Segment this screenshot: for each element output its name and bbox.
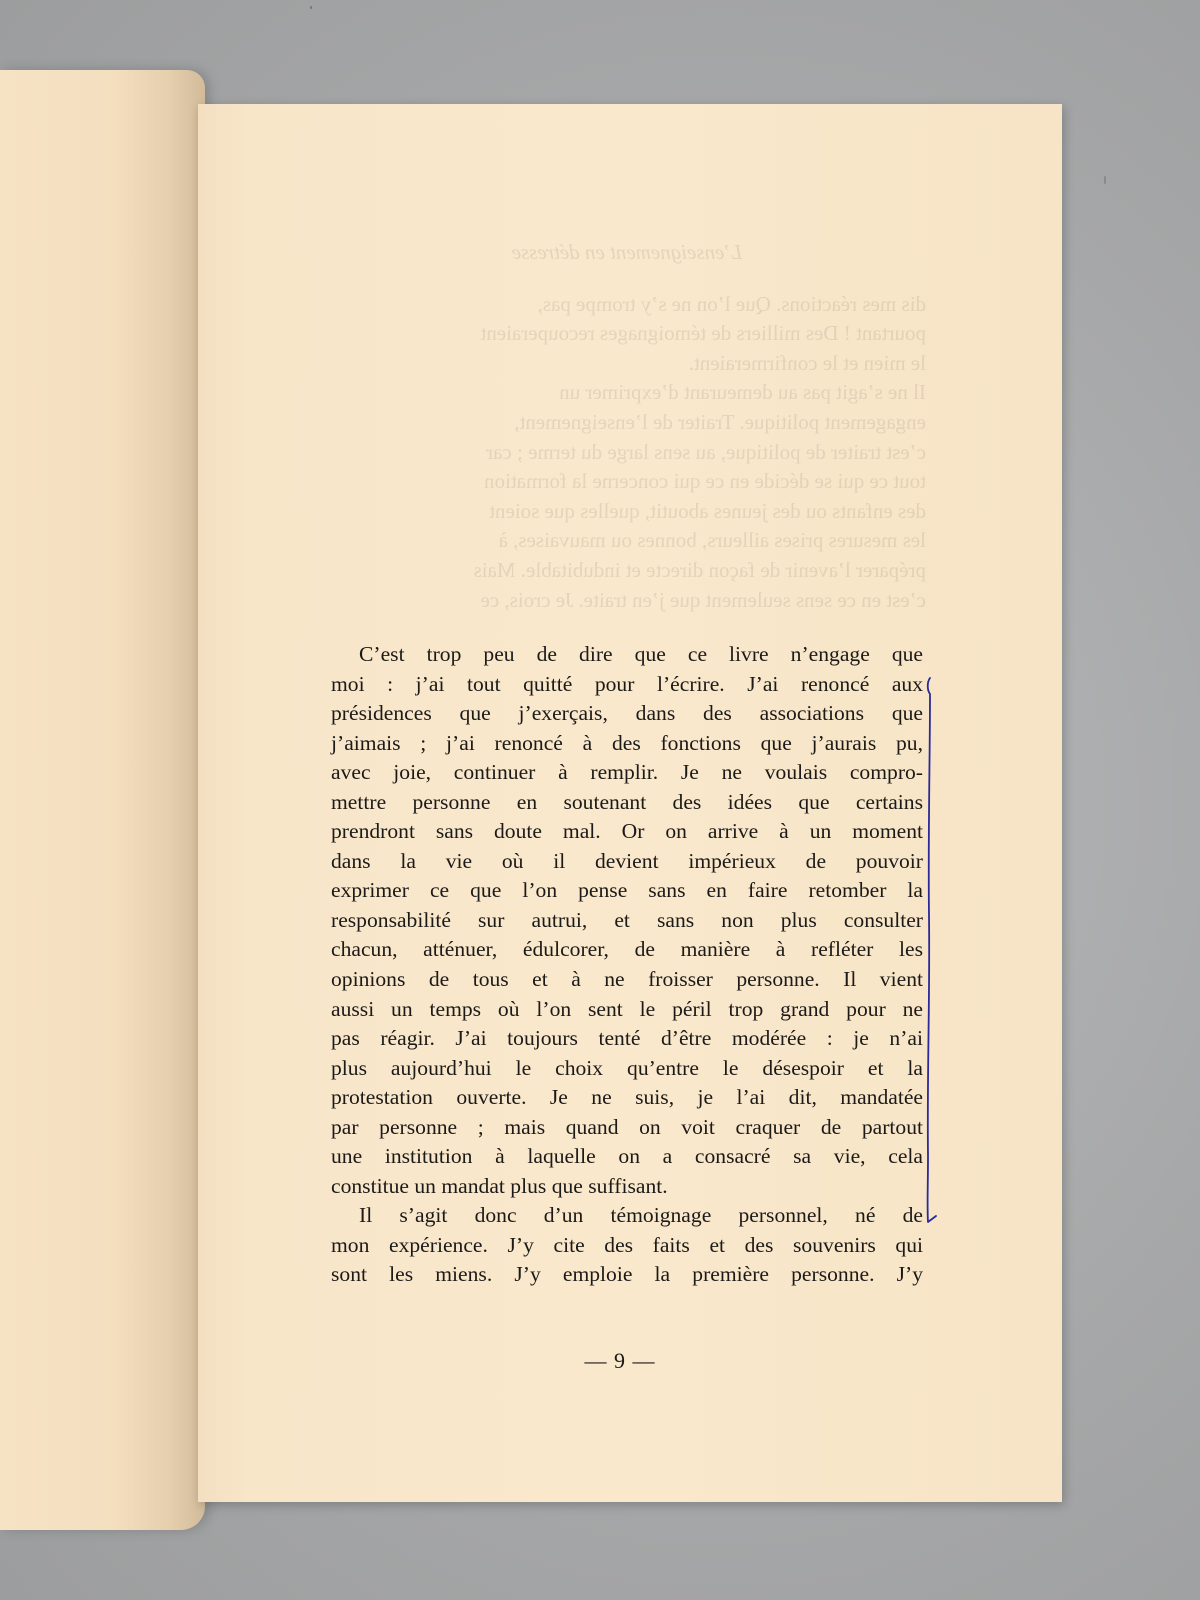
text-line: pas réagir. J’ai toujours tenté d’être modérée : je n’ai <box>331 1026 923 1051</box>
text-line: aussi un temps où l’on sent le péril trop grand pour ne <box>331 996 923 1021</box>
text-line: plus aujourd’hui le choix qu’entre le désespoir et la <box>331 1055 923 1080</box>
left-page <box>0 70 205 1530</box>
text-line: responsabilité sur autrui, et sans non plus consulter <box>331 907 923 932</box>
text-line: par personne ; mais quand on voit craquer de partout <box>331 1114 923 1139</box>
text-line: j’aimais ; j’ai renoncé à des fonctions que j’aurais pu, <box>331 730 923 755</box>
text-line: chacun, atténuer, édulcorer, de manière à refléter les <box>331 937 923 962</box>
text-line: moi : j’ai tout quitté pour l’écrire. J’ai renoncé aux <box>331 671 923 696</box>
text-line: une institution à laquelle on a consacré sa vie, cela <box>331 1144 923 1169</box>
text-line: dans la vie où il devient impérieux de pouvoir <box>331 848 923 873</box>
text-line: avec joie, continuer à remplir. Je ne voulais compro- <box>331 760 923 785</box>
text-line: présidences que j’exerçais, dans des associations que <box>331 701 923 726</box>
text-line: exprimer ce que l’on pense sans en faire retomber la <box>331 878 923 903</box>
text-line: constitue un mandat plus que suffisant. <box>331 1173 668 1198</box>
text-line: Il s’agit donc d’un témoignage personnel, né de <box>359 1203 923 1228</box>
table-mark <box>1104 176 1106 184</box>
text-line: prendront sans doute mal. Or on arrive à un moment <box>331 819 923 844</box>
text-line: mettre personne en soutenant des idées que certains <box>331 789 923 814</box>
body-text <box>331 640 923 1290</box>
text-line: mon expérience. J’y cite des faits et des souvenirs qui <box>331 1232 923 1257</box>
dust-speck <box>310 6 312 9</box>
text-line: sont les miens. J’y emploie la première personne. J’y <box>331 1262 923 1287</box>
text-line: protestation ouverte. Je ne suis, je l’ai dit, mandatée <box>331 1085 923 1110</box>
text-line: opinions de tous et à ne froisser personne. Il vient <box>331 967 923 992</box>
text-line: C’est trop peu de dire que ce livre n’engage que <box>359 642 923 666</box>
page-number: — 9 — <box>584 1348 656 1373</box>
